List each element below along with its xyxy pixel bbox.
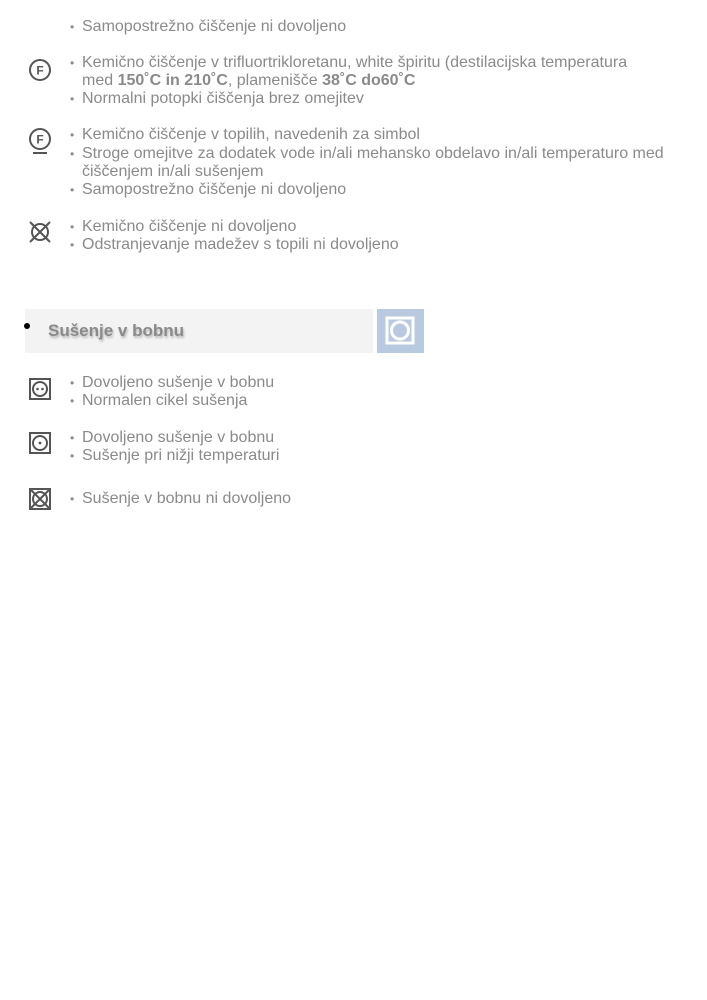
care-text-temperatures: med 150˚C in 210˚C, plamenišče 38˚C do60˚C [82,72,416,89]
care-text: Kemično čiščenje ni dovoljeno [82,218,297,235]
care-text: Normalen cikel sušenja [82,392,248,409]
care-text: Stroge omejitve za dodatek vode in/ali mehansko obdelavo in/ali temperaturo med [82,145,664,162]
section-bullet [24,323,30,329]
tumble-dry-one-dot-icon [28,431,52,457]
care-text: čiščenjem in/ali sušenjem [82,163,264,180]
bullet: • [70,92,75,106]
care-text: Sušenje v bobnu ni dovoljeno [82,490,292,507]
bullet: • [70,394,75,408]
bullet: • [70,431,75,445]
bullet: • [70,56,75,70]
care-text: Dovoljeno sušenje v bobnu [82,374,275,391]
bullet: • [70,128,75,142]
care-text: Dovoljeno sušenje v bobnu [82,429,275,446]
section-title: Sušenje v bobnu [48,321,185,340]
tumble-dry-crossed-icon [28,487,52,513]
bullet: • [70,449,75,463]
bullet: • [70,20,75,34]
svg-text:F: F [36,63,44,78]
bullet: • [70,238,75,252]
care-text: Odstranjevanje madežev s topili ni dovoljeno [82,236,399,253]
circle-f-underline-icon [28,128,52,154]
bullet: • [70,183,75,197]
care-text: Sušenje pri nižji temperaturi [82,447,280,464]
care-text: Kemično čiščenje v trifluortrikloretanu, white špiritu (destilacijska temperatura [82,54,628,71]
care-text: Kemično čiščenje v topilih, navedenih za simbol [82,126,420,143]
bullet: • [70,492,75,506]
circle-f-icon [28,58,52,84]
care-text: Samopostrežno čiščenje ni dovoljeno [82,181,347,198]
tumble-dry-icon [377,309,424,353]
svg-text:F: F [36,132,44,147]
bullet: • [70,220,75,234]
circle-crossed-icon [28,220,52,246]
bullet: • [70,147,75,161]
tumble-dry-two-dots-icon [28,377,52,403]
bullet: • [70,376,75,390]
care-text: Samopostrežno čiščenje ni dovoljeno [82,18,347,35]
care-text: Normalni potopki čiščenja brez omejitev [82,90,364,107]
